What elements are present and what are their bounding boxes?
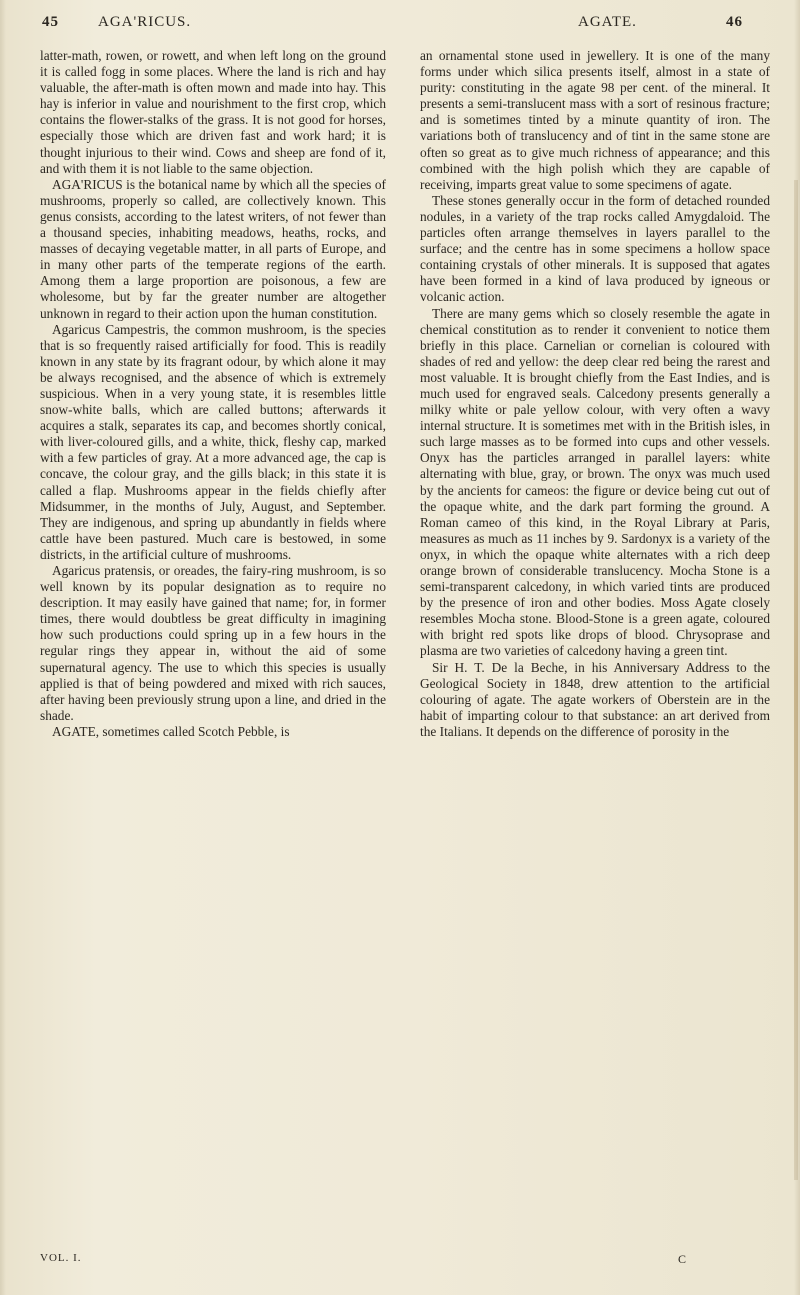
left-page-number: 45 [42,14,59,30]
left-text-column [40,48,386,740]
right-running-title: AGATE. [578,14,637,30]
paragraph: Sir H. T. De la Beche, in his Anniversary Address to the Geological Society in 1848, drew attention to the artificial colouring of agate. The agate workers of Oberstein are in the habit of imparting colour to that substance: an art derived from the Italians. It depends on the difference of porosity in the [420,659,770,739]
right-page-number: 46 [726,14,743,30]
paragraph: AGA'RICUS is the botanical name by which all the species of mushrooms, properly so called, are collectively known. This genus consists, according to the latest writers, of not fewer than a thousand species, inhabiting meadows, heaths, rocks, and masses of decaying vegetable matter, in all parts of Europe, and in many other parts of the temperate regions of the earth. Among them a large proportion are poisonous, a few are wholesome, but by far the greater number are altogether unknown in regard to their action upon the human constitution. [40,176,386,321]
running-header [0,14,800,40]
right-text-column [420,48,770,740]
paragraph: These stones generally occur in the form of detached rounded nodules, in a variety of the trap rocks called Amygdaloid. The particles often arrange themselves in layers parallel to the surface; and the centre has in some specimens a hollow space containing crystals of other minerals. It is supposed that agates have been formed in a kind of lava produced by igneous or volcanic action. [420,192,770,305]
paragraph: Agaricus pratensis, or oreades, the fairy-ring mushroom, is so well known by its popular designation as to require no description. It may easily have gained that name; for, in former times, there would doubtless be great difficulty in imagining how such productions could spring up in a few hours in the regular rings they appear in, without the aid of some supernatural agency. The use to which this species is usually applied is that of being powdered and mixed with rich sauces, after having been previously strung upon a line, and dried in the shade. [40,563,386,723]
page-edge-stain [794,180,798,1180]
paragraph: AGATE, sometimes called Scotch Pebble, is [52,723,290,739]
paragraph: latter-math, rowen, or rowett, and when left long on the ground it is called fogg in some places. Where the land is rich and hay valuable, the after-math is often mown and made into hay. This hay is inferior in value and nourishment to the first crop, which contains the flower-stalks of the grass. It is not good for horses, especially those which are driven fast and work hard; it is thought injurious to their wind. Cows and sheep are fond of it, and with them it is not liable to the same objection. [40,48,386,176]
paragraph: Agaricus Campestris, the common mushroom, is the species that is so frequently raised artificially for food. This is readily known in any state by its fragrant odour, by which alone it may be always recognised, and the absence of which is extremely suspicious. When in a very young state, it is resembles little snow-white balls, which are called buttons; afterwards it acquires a stalk, separates its cap, and becomes shortly conical, with liver-coloured gills, and a white, thick, fleshy cap, marked with a few particles of gray. At a more advanced age, the cap is concave, the colour gray, and the gills black; in this state it is called a flap. Mushrooms appear in the fields chiefly after Midsummer, in the months of July, August, and September. They are indigenous, and spring up abundantly in fields where cattle have been pastured. Much care is bestowed, in some districts, in the artificial culture of mushrooms. [40,321,386,562]
scan-edge-left [0,0,6,1295]
sheet-signature: C [678,1252,687,1266]
left-running-title: AGA'RICUS. [98,14,192,30]
paragraph: an ornamental stone used in jewellery. It is one of the many forms under which silica presents itself, almost in a state of purity: constituting in the agate 98 per cent. of the mineral. It presents a semi-translucent mass with a sort of resinous fracture; and is sometimes tinted by a minute quantity of iron. The variations both of translucency and of tint in the same stone are often so great as to give much richness of appearance; and this combined with the high polish which they are capable of receiving, imparts great value to some specimens of agate. [420,48,770,192]
volume-signature: VOL. I. [40,1252,82,1264]
paragraph: There are many gems which so closely resemble the agate in chemical constitution as to render it convenient to notice them briefly in this place. Carnelian or cornelian is coloured with shades of red and yellow: the deep clear red being the rarest and most valuable. It is brought chiefly from the East Indies, and is much used for engraved seals. Calcedony presents generally a milky white or pale yellow colour, with very often a wavy internal structure. It is sometimes met with in the British isles, in such large masses as to be formed into cups and other vessels. Onyx has the particles arranged in parallel layers: white alternating with blue, gray, or brown. The onyx was much used by the ancients for cameos: the figure or device being cut out of the opaque white, and the dark part forming the ground. A Roman cameo of this kind, in the Royal Library at Paris, measures as much as 11 inches by 9. Sardonyx is a variety of the onyx, in which the opaque white alternates with a rich deep orange brown of considerable translucency. Mocha Stone is a semi-transparent calcedony, in which varied tints are produced by the presence of iron and other bodies. Moss Agate closely resembles Mocha stone. Blood-Stone is a green agate, coloured with bright red spots like drops of blood. Chrysoprase and plasma are two varieties of calcedony having a green tint. [420,305,770,659]
